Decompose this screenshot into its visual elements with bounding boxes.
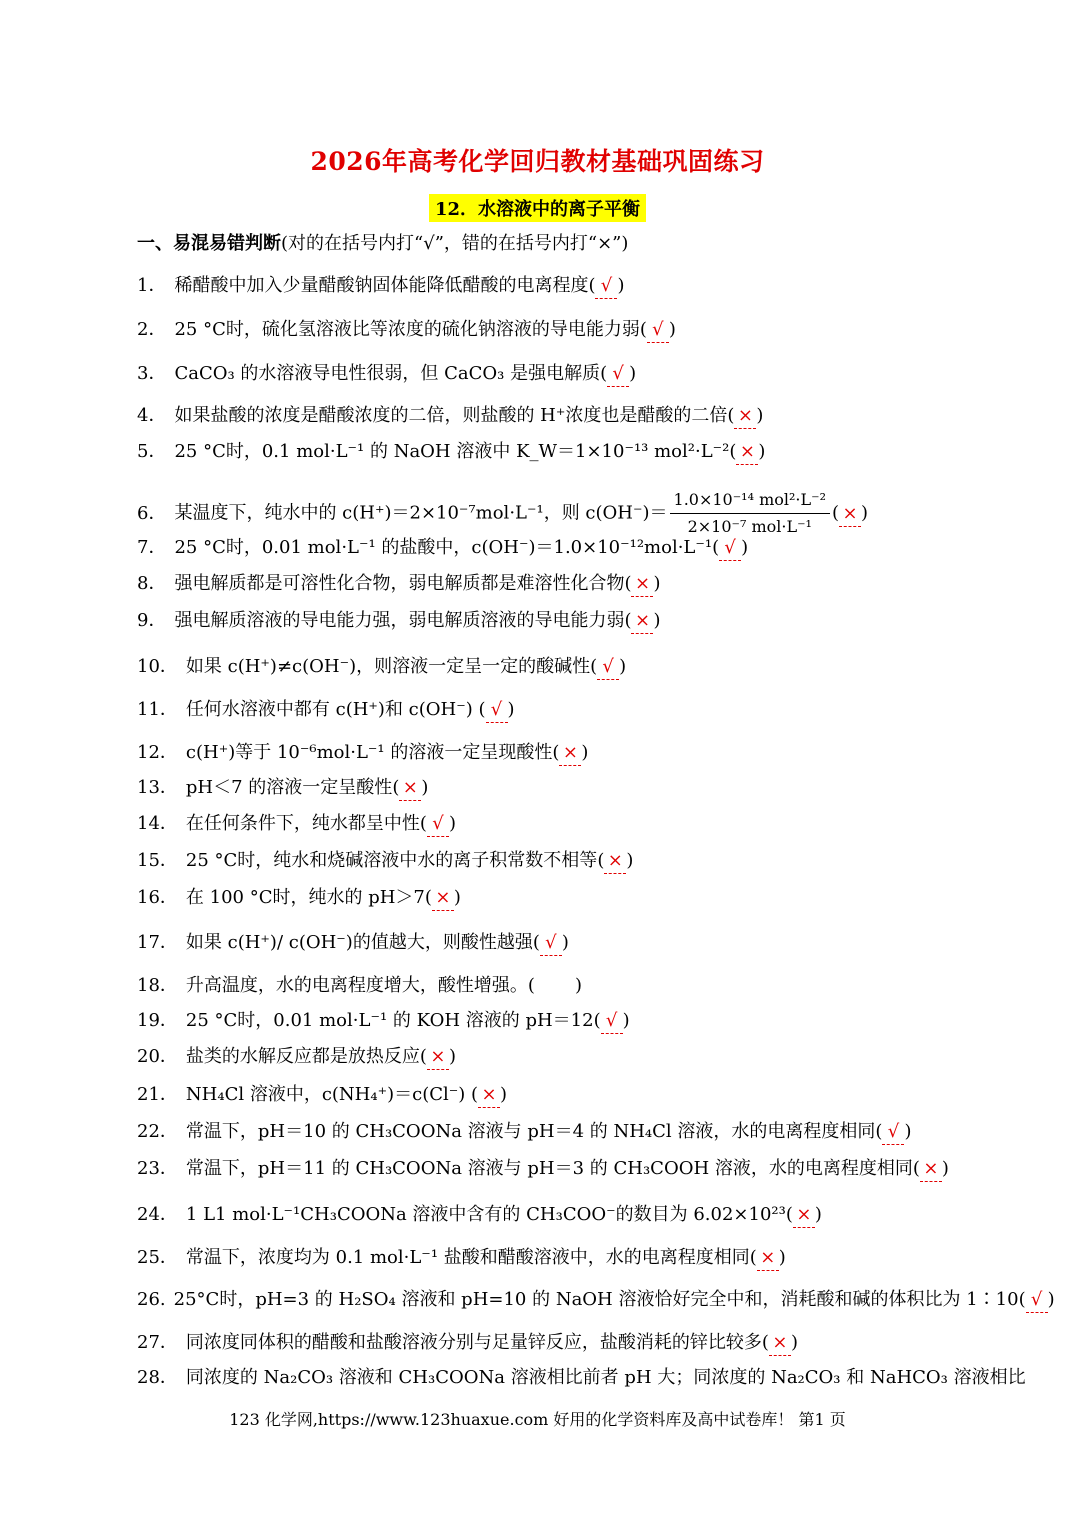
question-text: 常温下，浓度均为 0.1 mol·L⁻¹ 盐酸和醋酸溶液中，水的电离程度相同 xyxy=(185,1247,750,1268)
question-text: 强电解质都是可溶性化合物，弱电解质都是难溶性化合物 xyxy=(174,573,625,594)
close-paren: ) xyxy=(741,537,749,558)
question-item xyxy=(137,274,625,299)
question-item xyxy=(137,849,633,874)
question-text: 某温度下，纯水中的 c(H⁺)＝2×10⁻⁷mol·L⁻¹，则 c(OH⁻)＝ xyxy=(174,502,668,524)
question-text: 任何水溶液中都有 c(H⁺)和 c(OH⁻) xyxy=(185,699,479,720)
open-paren: ( xyxy=(712,537,720,558)
open-paren: ( xyxy=(471,1084,479,1105)
answer-mark: √ xyxy=(882,1120,904,1145)
open-paren: ( xyxy=(424,887,432,908)
fraction-numerator: 1.0×10⁻¹⁴ mol²·L⁻² xyxy=(670,488,830,514)
question-text: 同浓度的 Na₂CO₃ 溶液和 CH₃COONa 溶液相比前者 pH 大；同浓度的 Na₂CO₃ 和 NaHCO₃ 溶液相比 xyxy=(185,1367,1026,1388)
page-footer: 123 化学网,https://www.123huaxue.com 好用的化学资料库及高中试卷库！ 第1 页 xyxy=(229,1410,846,1429)
answer-mark: × xyxy=(399,776,421,801)
question-text: 常温下，pH＝11 的 CH₃COONa 溶液与 pH＝3 的 CH₃COOH 溶液，水的电离程度相同 xyxy=(185,1158,913,1179)
question-number: 18． xyxy=(137,975,178,996)
question-number: 23． xyxy=(137,1158,178,1179)
question-item xyxy=(137,931,569,956)
close-paren: ) xyxy=(668,319,676,340)
open-paren: ( xyxy=(624,573,632,594)
question-number: 14． xyxy=(137,813,178,834)
question-number: 4． xyxy=(137,405,167,426)
close-paren: ) xyxy=(581,742,589,763)
open-paren: ( xyxy=(600,363,608,384)
answer-mark: × xyxy=(839,502,861,527)
close-paren: ) xyxy=(448,1046,456,1067)
answer-mark: √ xyxy=(647,318,669,343)
open-paren: ( xyxy=(532,932,540,953)
question-number: 9． xyxy=(137,610,167,631)
question-item xyxy=(137,609,661,634)
question-item xyxy=(137,318,676,343)
open-paren: ( xyxy=(552,742,560,763)
question-text: CaCO₃ 的水溶液导电性很弱，但 CaCO₃ 是强电解质 xyxy=(174,363,601,384)
close-paren: ) xyxy=(758,441,766,462)
question-item xyxy=(137,488,868,539)
question-item xyxy=(137,362,636,387)
question-item xyxy=(137,812,456,837)
close-paren: ) xyxy=(861,502,869,524)
open-paren: ( xyxy=(912,1158,920,1179)
question-number: 22． xyxy=(137,1121,178,1142)
question-number: 15． xyxy=(137,850,178,871)
question-number: 10． xyxy=(137,656,178,677)
question-number: 2． xyxy=(137,319,167,340)
question-number: 19． xyxy=(137,1010,178,1031)
question-item xyxy=(137,1083,507,1108)
question-text: c(H⁺)等于 10⁻⁶mol·L⁻¹ 的溶液一定呈现酸性 xyxy=(185,742,553,763)
answer-mark: × xyxy=(604,849,626,874)
close-paren: ) xyxy=(574,975,582,996)
question-item xyxy=(137,1366,1026,1390)
question-number: 13． xyxy=(137,777,178,798)
question-text: 盐类的水解反应都是放热反应 xyxy=(185,1046,420,1067)
answer-mark: √ xyxy=(719,536,741,561)
open-paren: ( xyxy=(588,275,596,296)
open-paren: ( xyxy=(624,610,632,631)
close-paren: ) xyxy=(619,656,627,677)
question-number: 21． xyxy=(137,1084,178,1105)
question-item xyxy=(137,1331,798,1356)
question-text: pH＜7 的溶液一定呈酸性 xyxy=(185,777,393,798)
question-number: 26. xyxy=(137,1289,166,1310)
open-paren: ( xyxy=(590,656,598,677)
question-item xyxy=(137,974,582,998)
answer-mark: √ xyxy=(607,362,629,387)
answer-mark: × xyxy=(736,440,758,465)
open-paren: ( xyxy=(392,777,400,798)
open-paren: ( xyxy=(593,1010,601,1031)
answer-mark: × xyxy=(920,1157,942,1182)
question-item xyxy=(137,1246,786,1271)
close-paren: ) xyxy=(941,1158,949,1179)
close-paren: ) xyxy=(653,610,661,631)
question-item xyxy=(137,741,588,766)
close-paren: ) xyxy=(814,1204,822,1225)
answer-mark: √ xyxy=(601,1009,623,1034)
question-text: 升高温度，水的电离程度增大，酸性增强。 xyxy=(185,975,528,996)
answer-mark: √ xyxy=(540,931,562,956)
close-paren: ) xyxy=(561,932,569,953)
open-paren: ( xyxy=(597,850,605,871)
question-number: 17． xyxy=(137,932,178,953)
open-paren: ( xyxy=(761,1332,769,1353)
question-item xyxy=(137,886,461,911)
answer-mark: × xyxy=(769,1331,791,1356)
answer-mark: × xyxy=(559,741,581,766)
question-text: 如果 c(H⁺)≠c(OH⁻)，则溶液一定呈一定的酸碱性 xyxy=(185,656,591,677)
section-heading xyxy=(137,229,628,255)
section-note: (对的在括号内打“√”，错的在括号内打“×”) xyxy=(281,233,629,254)
question-text: NH₄Cl 溶液中，c(NH₄⁺)＝c(Cl⁻) xyxy=(185,1084,471,1105)
question-text: 如果盐酸的浓度是醋酸浓度的二倍，则盐酸的 H⁺浓度也是醋酸的二倍 xyxy=(174,405,728,426)
question-text: 1 L1 mol·L⁻¹CH₃COONa 溶液中含有的 CH₃COO⁻的数目为 6.02×10²³ xyxy=(185,1204,786,1225)
question-text: 常温下，pH＝10 的 CH₃COONa 溶液与 pH＝4 的 NH₄Cl 溶液，水的电离程度相同 xyxy=(185,1121,876,1142)
answer-mark: × xyxy=(793,1203,815,1228)
question-text: 如果 c(H⁺)/ c(OH⁻)的值越大，则酸性越强 xyxy=(185,932,533,953)
open-paren: ( xyxy=(875,1121,883,1142)
answer-mark: √ xyxy=(486,698,508,723)
open-paren: ( xyxy=(639,319,647,340)
open-paren: ( xyxy=(749,1247,757,1268)
question-number: 27． xyxy=(137,1332,178,1353)
question-number: 6． xyxy=(137,502,167,524)
fraction-denominator: 2×10⁻⁷ mol·L⁻¹ xyxy=(687,517,812,536)
question-number: 7． xyxy=(137,537,167,558)
close-paren: ) xyxy=(904,1121,912,1142)
question-text: 25 °C时，硫化氢溶液比等浓度的硫化钠溶液的导电能力弱 xyxy=(174,319,640,340)
open-paren: ( xyxy=(785,1204,793,1225)
question-item xyxy=(137,1157,949,1182)
question-item xyxy=(137,1288,1055,1313)
question-item xyxy=(137,536,748,561)
question-text: 强电解质溶液的导电能力强，弱电解质溶液的导电能力弱 xyxy=(174,610,625,631)
open-paren: ( xyxy=(1018,1289,1026,1310)
question-item xyxy=(137,404,763,429)
question-number: 20． xyxy=(137,1046,178,1067)
answer-mark xyxy=(535,974,575,998)
question-text: 25 °C时，0.01 mol·L⁻¹ 的盐酸中，c(OH⁻)＝1.0×10⁻¹²mol·L⁻¹ xyxy=(174,537,713,558)
question-number: 5． xyxy=(137,441,167,462)
answer-mark: √ xyxy=(595,274,617,299)
close-paren: ) xyxy=(421,777,429,798)
question-number: 3． xyxy=(137,363,167,384)
close-paren: ) xyxy=(1047,1289,1055,1310)
open-paren: ( xyxy=(419,1046,427,1067)
answer-mark: × xyxy=(432,886,454,911)
open-paren: ( xyxy=(478,699,486,720)
open-paren: ( xyxy=(727,405,735,426)
question-number: 28． xyxy=(137,1367,178,1388)
close-paren: ) xyxy=(653,573,661,594)
close-paren: ) xyxy=(626,850,634,871)
question-text: 25 °C时，纯水和烧碱溶液中水的离子积常数不相等 xyxy=(185,850,598,871)
question-text: 同浓度同体积的醋酸和盐酸溶液分别与足量锌反应，盐酸消耗的锌比较多 xyxy=(185,1332,762,1353)
close-paren: ) xyxy=(790,1332,798,1353)
open-paren: ( xyxy=(832,502,840,524)
question-text: 25 °C时，0.1 mol·L⁻¹ 的 NaOH 溶液中 K_W＝1×10⁻¹³ mol²·L⁻² xyxy=(174,441,730,462)
question-item xyxy=(137,440,765,465)
answer-mark: × xyxy=(478,1083,500,1108)
close-paren: ) xyxy=(622,1010,630,1031)
answer-mark: × xyxy=(631,572,653,597)
question-item xyxy=(137,698,515,723)
close-paren: ) xyxy=(453,887,461,908)
question-number: 11． xyxy=(137,699,178,720)
question-text: 25°C时，pH=3 的 H₂SO₄ 溶液和 pH=10 的 NaOH 溶液恰好完全中和，消耗酸和碱的体积比为 1∶10 xyxy=(173,1289,1019,1310)
close-paren: ) xyxy=(756,405,764,426)
close-paren: ) xyxy=(448,813,456,834)
question-number: 24． xyxy=(137,1204,178,1225)
question-text: 在任何条件下，纯水都呈中性 xyxy=(185,813,420,834)
answer-mark: × xyxy=(734,404,756,429)
answer-mark: × xyxy=(631,609,653,634)
question-item xyxy=(137,1120,911,1145)
fraction xyxy=(670,488,830,539)
question-number: 1． xyxy=(137,275,167,296)
question-item xyxy=(137,572,661,597)
close-paren: ) xyxy=(507,699,515,720)
open-paren: ( xyxy=(729,441,737,462)
question-item xyxy=(137,776,428,801)
subtitle-wrap xyxy=(0,194,1075,222)
close-paren: ) xyxy=(629,363,637,384)
close-paren: ) xyxy=(617,275,625,296)
open-paren: ( xyxy=(527,975,535,996)
question-item xyxy=(137,1045,456,1070)
question-text: 25 °C时，0.01 mol·L⁻¹ 的 KOH 溶液的 pH＝12 xyxy=(185,1010,594,1031)
section-title: 一、易混易错判断 xyxy=(137,233,281,254)
question-text: 在 100 °C时，纯水的 pH＞7 xyxy=(185,887,425,908)
answer-mark: × xyxy=(757,1246,779,1271)
answer-mark: √ xyxy=(597,655,619,680)
close-paren: ) xyxy=(500,1084,508,1105)
answer-mark: √ xyxy=(1026,1288,1048,1313)
close-paren: ) xyxy=(778,1247,786,1268)
question-item xyxy=(137,1009,630,1034)
question-number: 8． xyxy=(137,573,167,594)
page-title: 2026年高考化学回归教材基础巩固练习 xyxy=(310,147,765,176)
question-item xyxy=(137,1203,822,1228)
question-text: 稀醋酸中加入少量醋酸钠固体能降低醋酸的电离程度 xyxy=(174,275,589,296)
question-number: 16． xyxy=(137,887,178,908)
chapter-subtitle: 12．水溶液中的离子平衡 xyxy=(429,194,646,222)
answer-mark: × xyxy=(427,1045,449,1070)
question-number: 12． xyxy=(137,742,178,763)
answer-mark: √ xyxy=(427,812,449,837)
question-item xyxy=(137,655,626,680)
question-number: 25． xyxy=(137,1247,178,1268)
open-paren: ( xyxy=(419,813,427,834)
